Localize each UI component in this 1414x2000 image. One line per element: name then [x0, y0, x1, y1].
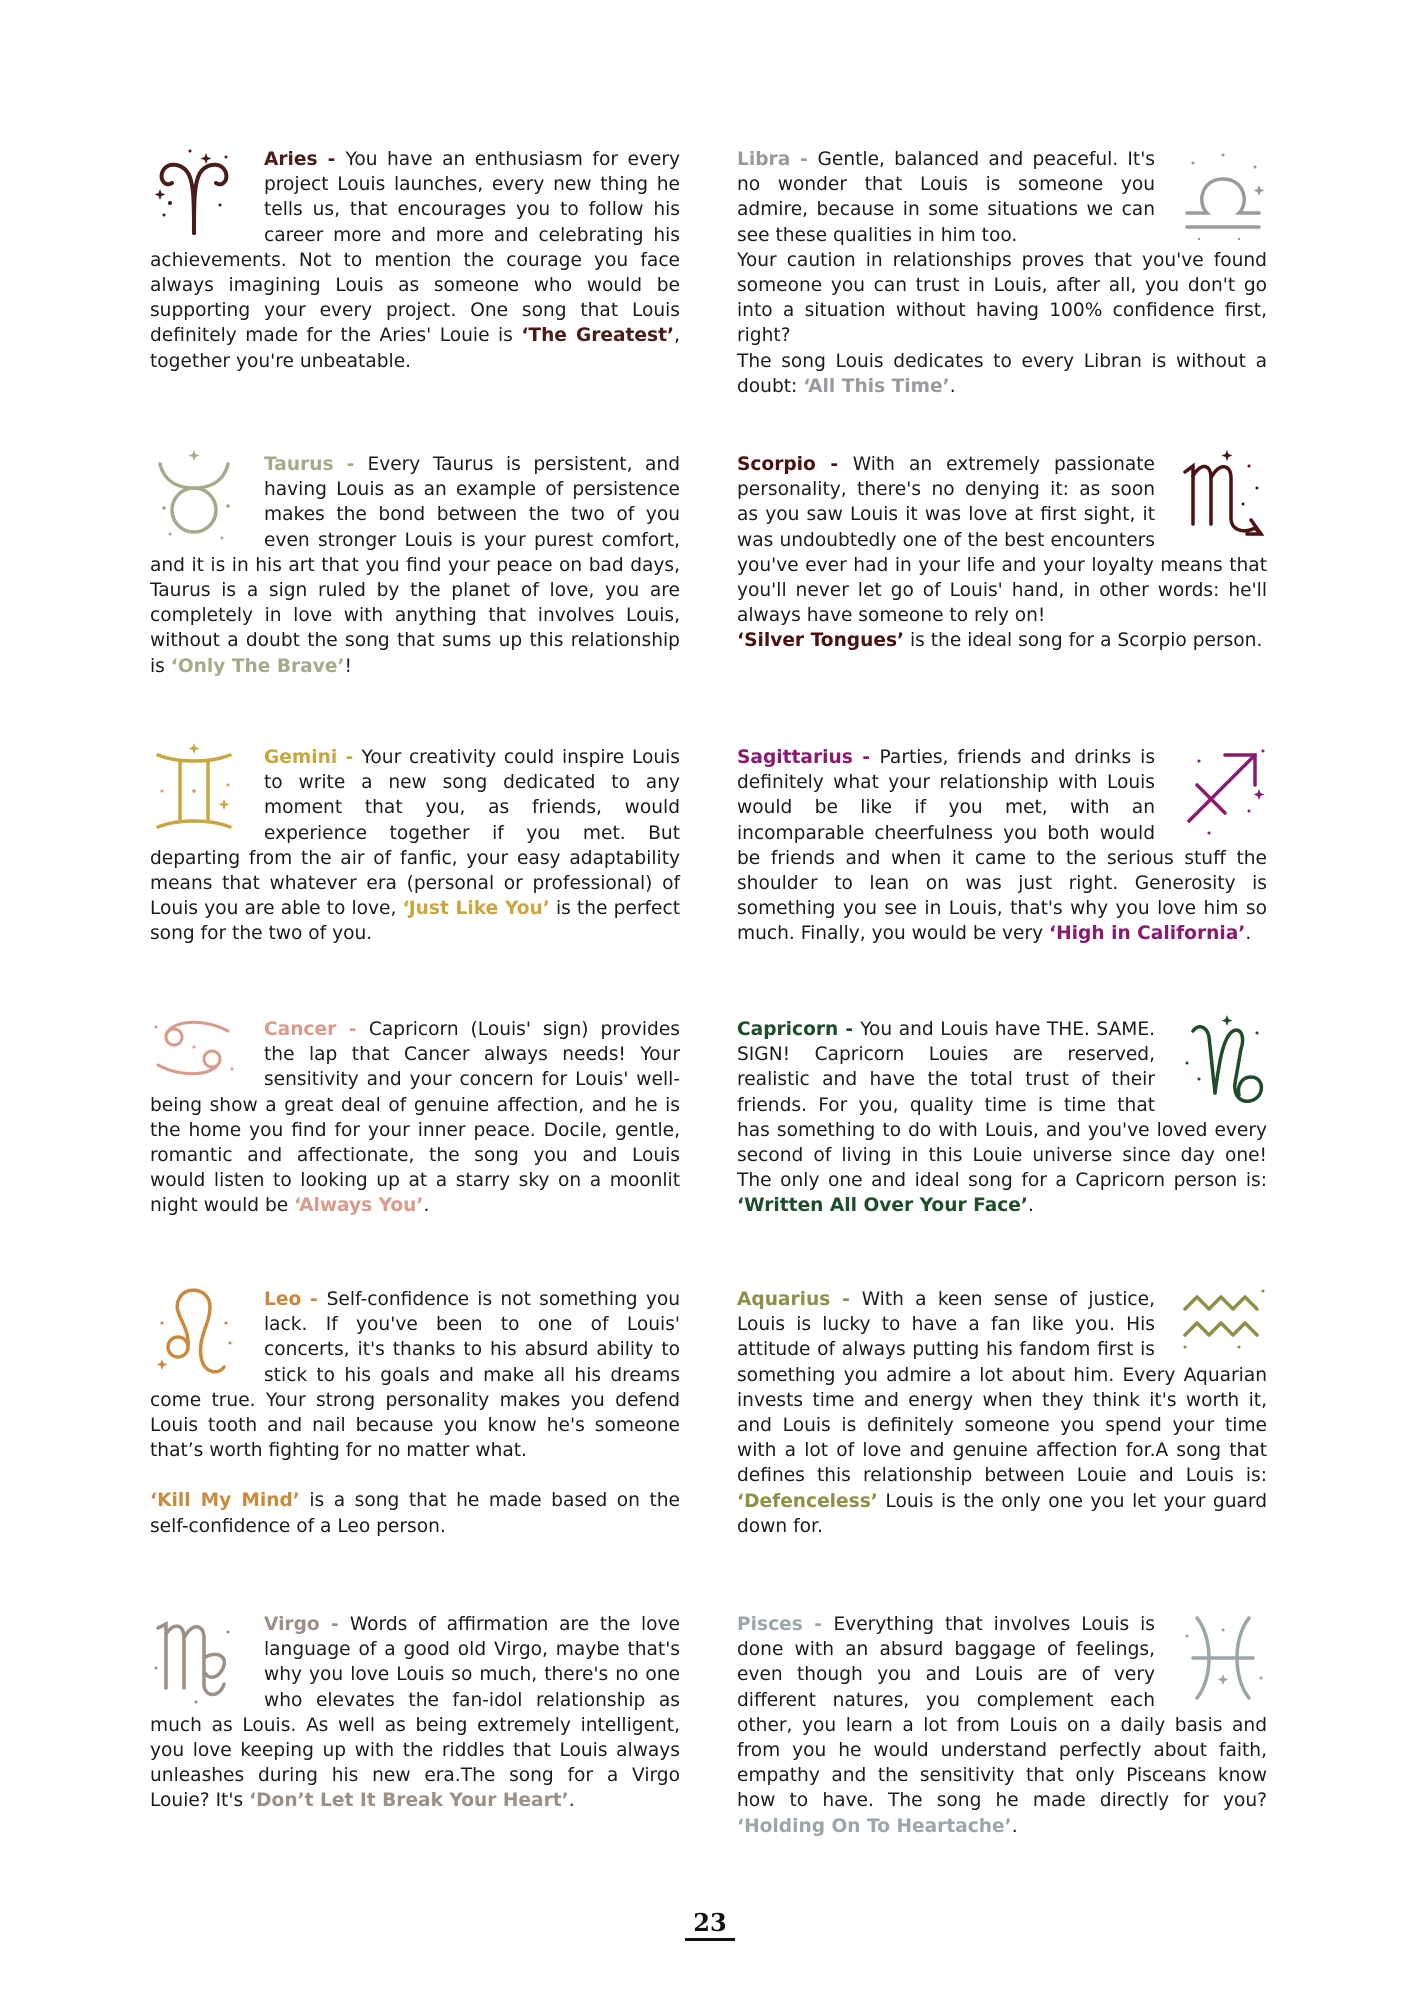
song-title: ‘Always You’ [294, 1195, 424, 1217]
sign-name: Gemini [264, 747, 338, 768]
libra-icon [1179, 143, 1267, 243]
song-title: ‘Just Like You’ [402, 898, 550, 920]
entry-text: You and Louis have THE. SAME. SIGN! Capricorn Louies are reserved, realistic and have the total trust of their friends. For you, quality time is time that has something to do with Louis, and you've loved every second of living in this Louie universe since day one! The only one and ideal song for a Capricorn person is: [737, 1019, 1267, 1192]
scorpio-icon [1179, 448, 1267, 548]
entry-scorpio: Scorpio - With an extremely passionate personality, there's no denying it: as soon as you saw Louis it was love at first sight, it was undoubtedly one of the best encounters you've ever had in your life and your loyalty means that you'll never let go of Louis' hand, in other words: he'll always have someone to rely on! ‘Silver Tongues’ is the ideal song for a Scorpio person. [737, 452, 1267, 654]
entry-libra: Libra - Gentle, balanced and peaceful. It's no wonder that Louis is someone you admire, because in some situations we can see these qualities in him too. Your caution in relationships proves that you've found someone you can trust in Louis, after all, you don't go into a situation without having 100% confidence first, right? The song Louis dedicates to every Libran is without a doubt: ‘All This Time’. [737, 147, 1267, 399]
song-title: ‘The Greatest’ [521, 325, 675, 347]
entry-sagittarius: Sagittarius - Parties, friends and drinks is definitely what your relationship with Louis would be like if you met, with an incomparable cheerfulness you both would be friends and when it came to the serious stuff the shoulder to lean on was just right. Generosity is something you see in Louis, that's why you love him so much. Finally, you would be very ‘High in California’. [737, 745, 1267, 947]
entry-gemini: Gemini - Your creativity could inspire Louis to write a new song dedicated to any moment that you, as friends, would experience together if you met. But departing from the air of fanfic, your easy adaptability means that whatever era (personal or professional) of Louis you are able to love, ‘Just Like You’ is the perfect song for the two of you. [150, 745, 680, 947]
sign-name: Aries [264, 149, 318, 170]
sign-name: Libra [737, 149, 791, 170]
entry-aquarius: Aquarius - With a keen sense of justice, Louis is lucky to have a fan like you. His attitude of always putting his fandom first is something you admire a lot about him. Every Aquarian invests time and energy when they think it's worth it, and Louis is definitely someone you spend your time with a lot of love and genuine affection for.A song that defines this relationship between Louie and Louis is: ‘Defenceless’ Louis is the only one you let your guard down for. [737, 1287, 1267, 1539]
entry-aries: Aries - You have an enthusiasm for every project Louis launches, every new thing he tells us, that encourages you to follow his career more and more and celebrating his achievements. Not to mention the courage you face always imagining Louis as someone who would be supporting your every project. One song that Louis definitely made for the Aries' Louie is ‘The Greatest’, together you're unbeatable. [150, 147, 680, 374]
sagittarius-icon [1179, 741, 1267, 841]
song-title: ‘High in California’ [1049, 923, 1246, 945]
entry-text: Self-confidence is not something you lack. If you've been to one of Louis' concerts, it's thanks to his absurd ability to stick to his goals and make all his dreams come true. Your strong personality makes you defend Louis tooth and nail because you know he's someone that’s worth fighting for no matter what. [150, 1289, 680, 1462]
song-title: ‘All This Time’ [803, 375, 950, 397]
song-title: ‘Don’t Let It Break Your Heart’ [249, 1790, 569, 1812]
entry-capricorn: Capricorn - You and Louis have THE. SAME. SIGN! Capricorn Louies are reserved, realistic and have the total trust of their friends. For you, quality time is time that has something to do with Louis, and you've loved every second of living in this Louie universe since day one! The only one and ideal song for a Capricorn person is: ‘Written All Over Your Face’. [737, 1017, 1267, 1219]
sign-name: Taurus [264, 454, 334, 475]
sign-name: Leo [264, 1289, 302, 1310]
entry-text: Capricorn (Louis' sign) provides the lap that Cancer always needs! Your sensitivity and your concern for Louis' well-being show a great deal of genuine affection, and he is the home you find for your inner peace. Docile, gentle, romantic and affectionate, the song you and Louis would listen to looking up at a starry sky on a moonlit night would be [150, 1019, 680, 1217]
entry-text: You have an enthusiasm for every project Louis launches, every new thing he tells us, that encourages you to follow his career more and more and celebrating his achievements. Not to mention the courage you face always imagining Louis as someone who would be supporting your every project. One song that Louis definitely made for the Aries' Louie is [150, 149, 680, 347]
aries-icon [150, 143, 238, 243]
pisces-icon [1179, 1608, 1267, 1708]
virgo-icon [150, 1608, 238, 1708]
entry-text: Everything that involves Louis is done with an absurd baggage of feelings, even though you and Louis are of very different natures, you complement each other, you learn a lot from Louis on a daily basis and from you he would understand perfectly about faith, empathy and the sensitivity that only Pisceans know how to have. The song he made directly for you? [737, 1614, 1267, 1812]
sign-name: Scorpio [737, 454, 816, 475]
song-title: ‘Only The Brave’ [170, 655, 345, 677]
song-title: ‘Written All Over Your Face’ [737, 1195, 1028, 1217]
entry-text: With a keen sense of justice, Louis is lucky to have a fan like you. His attitude of always putting his fandom first is something you admire a lot about him. Every Aquarian invests time and energy when they think it's worth it, and Louis is definitely someone you spend your time with a lot of love and genuine affection for. [737, 1289, 1267, 1462]
entry-text: Your creativity could inspire Louis to write a new song dedicated to any moment that you, as friends, would experience together if you met. But departing from the air of fanfic, your easy adaptability means that whatever era (personal or professional) of Louis you are able to love, [150, 747, 680, 920]
song-title: ‘Holding On To Heartache’ [737, 1815, 1012, 1837]
page-number: 23 [685, 1908, 735, 1941]
song-title: ‘Silver Tongues’ [737, 630, 905, 652]
entry-pisces: Pisces - Everything that involves Louis is done with an absurd baggage of feelings, even though you and Louis are of very different natures, you complement each other, you learn a lot from Louis on a daily basis and from you he would understand perfectly about faith, empathy and the sensitivity that only Pisceans know how to have. The song he made directly for you? ‘Holding On To Heartache’. [737, 1612, 1267, 1839]
entry-virgo: Virgo - Words of affirmation are the love language of a good old Virgo, maybe that's why you love Louis so much, there's no one who elevates the fan-idol relationship as much as Louis. As well as being extremely intelligent, you love keeping up with the riddles that Louis always unleashes during his new era.The song for a Virgo Louie? It's ‘Don’t Let It Break Your Heart’. [150, 1612, 680, 1814]
entry-text: Gentle, balanced and peaceful. It's no wonder that Louis is someone you admire, because in some situations we can see these qualities in him too. [737, 149, 1155, 246]
entry-text: With an extremely passionate personality, there's no denying it: as soon as you saw Louis it was love at first sight, it was undoubtedly one of the best encounters you've ever had in your life and your loyalty means that you'll never let go of Louis' hand, in other words: he'll always have someone to rely on! [737, 454, 1267, 627]
sign-name: Pisces [737, 1614, 803, 1635]
gemini-icon [150, 741, 238, 841]
entry-text: Parties, friends and drinks is definitely what your relationship with Louis would be like if you met, with an incomparable cheerfulness you both would be friends and when it came to the serious stuff the shoulder to lean on was just right. Generosity is something you see in Louis, that's why you love him so much. Finally, you would be very [737, 747, 1267, 945]
sign-name: Capricorn [737, 1019, 839, 1040]
song-title: ‘Defenceless’ [737, 1490, 878, 1512]
taurus-icon [150, 448, 238, 548]
sign-name: Cancer [264, 1019, 337, 1040]
sign-name: Virgo [264, 1614, 320, 1635]
leo-icon [150, 1283, 238, 1383]
sign-name: Sagittarius [737, 747, 853, 768]
sign-name: Aquarius [737, 1289, 831, 1310]
cancer-icon [150, 1013, 238, 1083]
entry-text: Words of affirmation are the love language of a good old Virgo, maybe that's why you love Louis so much, there's no one who elevates the fan-idol relationship as much as Louis. As well as being extremely intelligent, you love keeping up with the riddles that Louis always unleashes during his new era. [150, 1614, 680, 1787]
entry-cancer: Cancer - Capricorn (Louis' sign) provides the lap that Cancer always needs! Your sensitivity and your concern for Louis' well-being show a great deal of genuine affection, and he is the home you find for your inner peace. Docile, gentle, romantic and affectionate, the song you and Louis would listen to looking up at a starry sky on a moonlit night would be ‘Always You’. [150, 1017, 680, 1219]
entry-text: Every Taurus is persistent, and having Louis as an example of persistence makes the bond between the two of you even stronger Louis is your purest comfort, and it is in his art that you find your peace on bad days, Taurus is a sign ruled by the planet of love, you are completely in love with anything that involves Louis, without a doubt the song that sums up this relationship is [150, 454, 680, 677]
song-title: ‘Kill My Mind’ [150, 1490, 300, 1512]
capricorn-icon [1179, 1013, 1267, 1113]
entry-taurus: Taurus - Every Taurus is persistent, and having Louis as an example of persistence makes the bond between the two of you even stronger Louis is your purest comfort, and it is in his art that you find your peace on bad days, Taurus is a sign ruled by the planet of love, you are completely in love with anything that involves Louis, without a doubt the song that sums up this relationship is ‘Only The Brave’! [150, 452, 680, 679]
entry-leo: Leo - Self-confidence is not something you lack. If you've been to one of Louis' concerts, it's thanks to his absurd ability to stick to his goals and make all his dreams come true. Your strong personality makes you defend Louis tooth and nail because you know he's someone that’s worth fighting for no matter what. ‘Kill My Mind’ is a song that he made based on the self-confidence of a Leo person. [150, 1287, 680, 1539]
aquarius-icon [1179, 1283, 1267, 1353]
